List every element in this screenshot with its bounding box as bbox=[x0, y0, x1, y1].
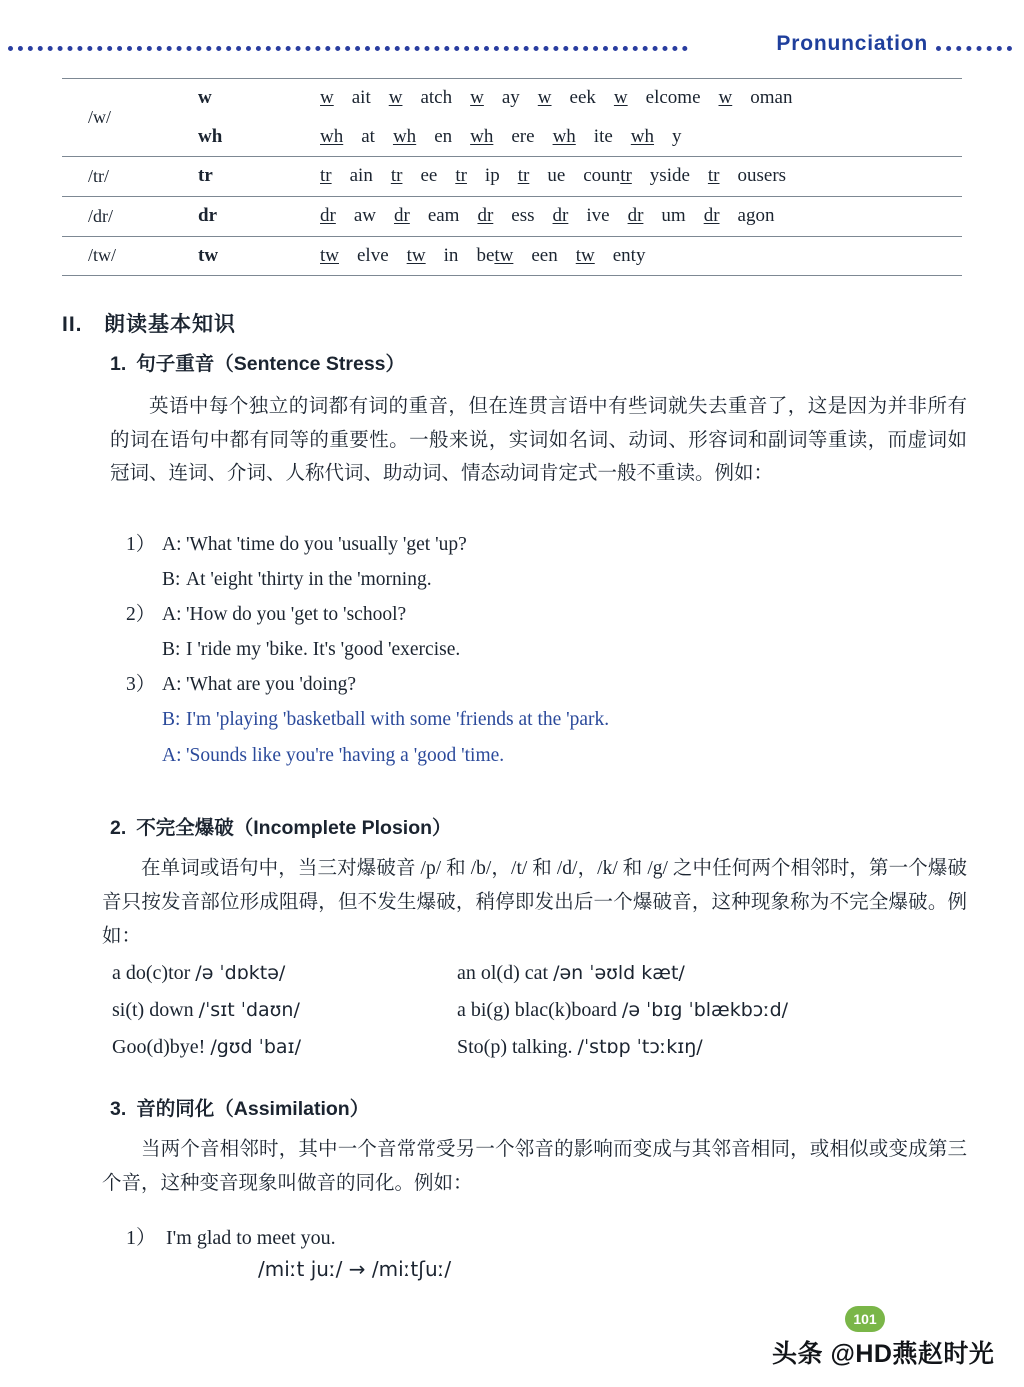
plosion-examples bbox=[112, 955, 972, 1066]
word: tw in bbox=[406, 244, 459, 266]
table-cell-words bbox=[316, 196, 962, 236]
plosion-cell bbox=[112, 955, 457, 992]
subsection-heading bbox=[110, 812, 967, 840]
section-heading-row bbox=[62, 308, 967, 338]
pronunciation-table bbox=[62, 78, 962, 276]
word: dr aw bbox=[320, 204, 376, 226]
word: w eek bbox=[537, 87, 596, 108]
table-row bbox=[62, 79, 962, 118]
example-label: 1） bbox=[126, 1226, 156, 1249]
example-line bbox=[126, 527, 1024, 562]
section-number: II. bbox=[62, 313, 83, 336]
table-cell-words bbox=[316, 118, 962, 157]
example-line bbox=[126, 667, 1024, 702]
subsection-sentence-stress bbox=[62, 348, 967, 491]
example-text: I'm glad to meet you. bbox=[166, 1226, 336, 1249]
table-cell-ipa: /dr/ bbox=[62, 196, 180, 236]
plosion-ipa: /ən ˈəʊld kæt/ bbox=[553, 962, 685, 984]
example-label: 3） bbox=[126, 674, 156, 696]
table-cell-words bbox=[316, 79, 962, 118]
page-header bbox=[0, 30, 1024, 64]
word: tr ee bbox=[390, 165, 438, 187]
word: w oman bbox=[718, 87, 793, 108]
table-row bbox=[62, 118, 962, 157]
example-label: 2） bbox=[126, 604, 156, 626]
plosion-word: an ol(d) cat bbox=[457, 962, 549, 984]
table-cell-spelling: tr bbox=[180, 157, 316, 197]
word: wh at bbox=[320, 125, 375, 147]
header-dotted-rule-right bbox=[936, 46, 1012, 51]
subsection-title: 不完全爆破（Incomplete Plosion） bbox=[136, 817, 452, 839]
word: dr ive bbox=[552, 204, 610, 226]
example-text: I'm 'playing 'basketball with some 'friends at the 'park. bbox=[186, 709, 610, 731]
table-cell-words bbox=[316, 157, 962, 197]
word: w atch bbox=[388, 87, 453, 108]
subsection-number: 3. bbox=[110, 1098, 127, 1120]
example-line bbox=[126, 702, 1024, 737]
table-row bbox=[62, 236, 962, 276]
word: dr ess bbox=[477, 204, 535, 226]
plosion-row bbox=[112, 955, 972, 992]
subsection-title: 句子重音（Sentence Stress） bbox=[136, 353, 406, 375]
subsection-assimilation bbox=[62, 1093, 967, 1281]
word: betw een bbox=[476, 244, 558, 266]
example-speaker: B: bbox=[162, 569, 181, 591]
table-cell-spelling: dr bbox=[180, 196, 316, 236]
plosion-word: a do(c)tor bbox=[112, 962, 191, 984]
example-speaker: B: bbox=[162, 709, 181, 731]
example-label: 1） bbox=[126, 534, 156, 555]
example-text: 'Sounds like you're 'having a 'good 'time. bbox=[186, 744, 505, 766]
plosion-word: si(t) down bbox=[112, 999, 194, 1021]
example-line bbox=[126, 562, 1024, 597]
plosion-row bbox=[112, 1029, 972, 1066]
subsection-paragraph: 当两个音相邻时，其中一个音常常受另一个邻音的影响而变成与其邻音相同，或相似或变成第三个音，这种变音现象叫做音的同化。例如： bbox=[102, 1139, 967, 1194]
example-text: 'What are you 'doing? bbox=[186, 674, 357, 696]
subsection-paragraph: 在单词或语句中，当三对爆破音 /p/ 和 /b/，/t/ 和 /d/，/k/ 和 /g/ 之中任何两个相邻时，第一个爆破音只按发音部位形成阻碍，但不发生爆破，稍停即发出后一个爆破音，这种现象称为不完全爆破。例如： bbox=[102, 858, 967, 947]
plosion-word: a bi(g) blac(k)board bbox=[457, 999, 617, 1021]
word: w elcome bbox=[613, 87, 701, 108]
word: tr ousers bbox=[707, 165, 787, 187]
example-speaker: A: bbox=[162, 604, 182, 626]
plosion-ipa: /ə ˈbɪg ˈblækbɔːd/ bbox=[621, 999, 789, 1021]
word: tr ue bbox=[517, 165, 566, 187]
word: wh ere bbox=[470, 125, 535, 147]
plosion-cell bbox=[457, 955, 802, 992]
word: tr ip bbox=[455, 165, 500, 187]
plosion-cell bbox=[457, 992, 802, 1029]
plosion-word: Goo(d)bye! bbox=[112, 1036, 206, 1058]
table-cell-words bbox=[316, 236, 962, 276]
example-text: 'What 'time do you 'usually 'get 'up? bbox=[186, 534, 467, 555]
table-cell-spelling: tw bbox=[180, 236, 316, 276]
word: countr yside bbox=[583, 165, 690, 187]
word: w ay bbox=[470, 87, 520, 108]
section-heading-II bbox=[62, 308, 967, 338]
word: w ait bbox=[320, 87, 371, 108]
example-line bbox=[126, 632, 1024, 667]
example-speaker: A: bbox=[162, 744, 182, 766]
table-cell-ipa: /w/ bbox=[62, 79, 180, 157]
example-speaker: A: bbox=[162, 674, 182, 696]
plosion-cell bbox=[457, 1029, 802, 1066]
word: wh y bbox=[630, 125, 682, 147]
word: wh ite bbox=[552, 125, 613, 147]
table-row bbox=[62, 196, 962, 236]
table-cell-spelling: w bbox=[180, 79, 316, 118]
plosion-ipa: /ə ˈdɒktə/ bbox=[195, 962, 286, 984]
table-cell-ipa: /tr/ bbox=[62, 157, 180, 197]
plosion-cell bbox=[112, 992, 457, 1029]
word: dr eam bbox=[393, 204, 460, 226]
plosion-word: Sto(p) talking. bbox=[457, 1036, 573, 1058]
assimilation-example bbox=[126, 1219, 967, 1257]
word: dr agon bbox=[703, 204, 775, 226]
section-title: 朗读基本知识 bbox=[104, 313, 236, 336]
assimilation-phonetic: /miːt juː/ → /miːtʃuː/ bbox=[258, 1256, 452, 1281]
example-line bbox=[126, 597, 1024, 632]
example-text: 'How do you 'get to 'school? bbox=[186, 604, 407, 626]
sentence-stress-examples bbox=[126, 527, 1024, 773]
word: dr um bbox=[627, 204, 686, 226]
plosion-ipa: /ˈsɪt ˈdaʊn/ bbox=[198, 999, 300, 1021]
header-dotted-rule-left bbox=[8, 46, 688, 51]
plosion-row bbox=[112, 992, 972, 1029]
table-cell-spelling: wh bbox=[180, 118, 316, 157]
example-line bbox=[126, 738, 1024, 773]
subsection-number: 1. bbox=[110, 353, 127, 375]
word: wh en bbox=[392, 125, 453, 147]
subsection-paragraph: 英语中每个独立的词都有词的重音，但在连贯言语中有些词就失去重音了，这是因为并非所有的词在语句中都有同等的重要性。一般来说，实词如名词、动词、形容词和副词等重读，而虚词如冠词、连词、介词、人称代词、助动词、情态动词肯定式一般不重读。例如： bbox=[110, 396, 967, 485]
example-speaker: A: bbox=[162, 534, 182, 555]
subsection-heading bbox=[110, 348, 967, 376]
example-text: At 'eight 'thirty in the 'morning. bbox=[186, 569, 432, 591]
word: tw enty bbox=[575, 244, 646, 266]
example-speaker: B: bbox=[162, 639, 181, 661]
page-title: Pronunciation bbox=[776, 32, 928, 55]
example-text: I 'ride my 'bike. It's 'good 'exercise. bbox=[186, 639, 461, 661]
word: tr ain bbox=[320, 165, 373, 187]
subsection-heading bbox=[110, 1093, 967, 1121]
subsection-number: 2. bbox=[110, 817, 127, 839]
plosion-ipa: /gʊd ˈbaɪ/ bbox=[210, 1036, 301, 1058]
page-number-badge: 101 bbox=[845, 1306, 885, 1332]
table-cell-ipa: /tw/ bbox=[62, 236, 180, 276]
table-row bbox=[62, 157, 962, 197]
word: tw elve bbox=[320, 244, 389, 266]
watermark: 头条 @HD燕赵时光 bbox=[772, 1340, 995, 1368]
subsection-title: 音的同化（Assimilation） bbox=[136, 1098, 370, 1120]
subsection-incomplete-plosion bbox=[62, 812, 967, 954]
plosion-cell bbox=[112, 1029, 457, 1066]
plosion-ipa: /ˈstɒp ˈtɔːkɪŋ/ bbox=[577, 1036, 703, 1058]
